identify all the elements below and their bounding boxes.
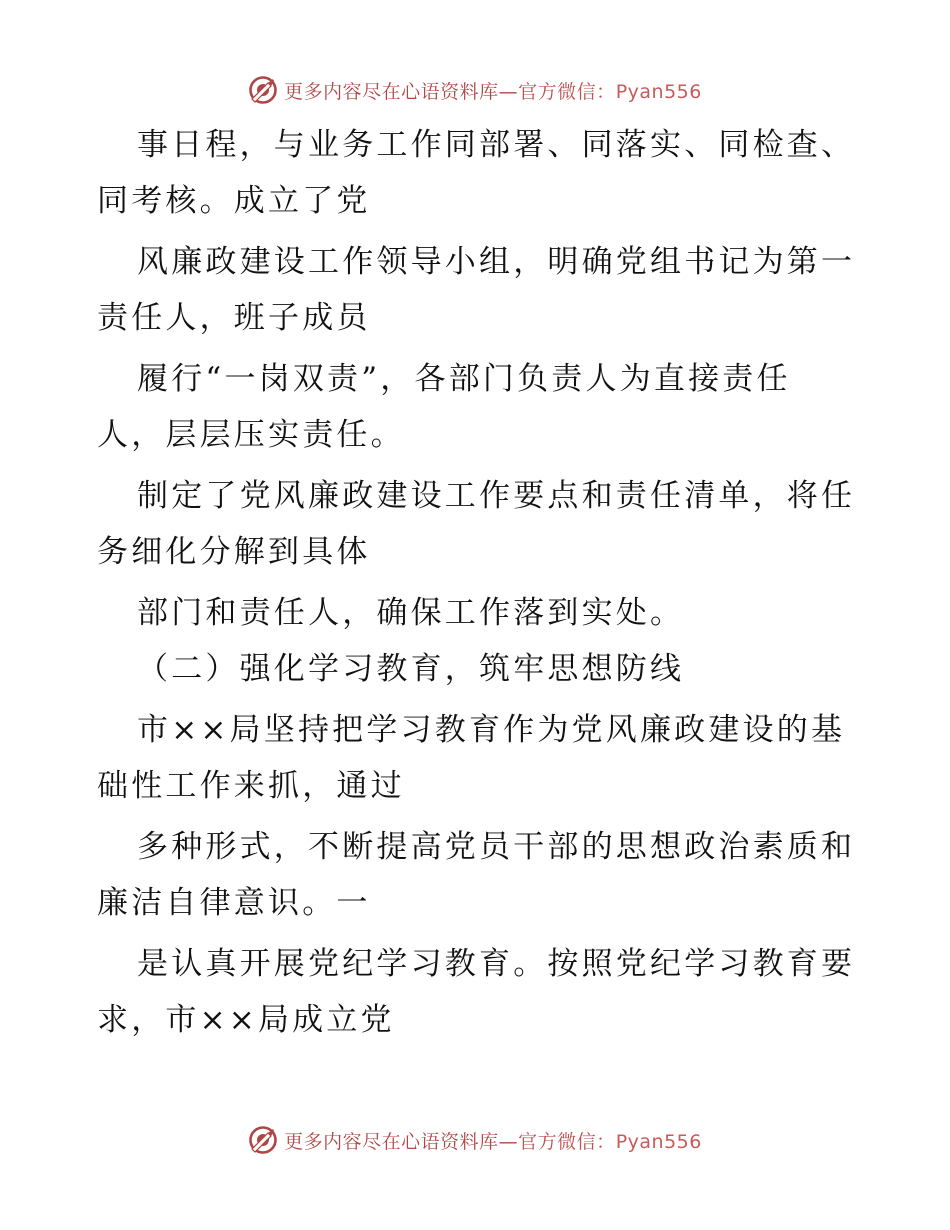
text-line: 履行“一岗双责”，各部门负责人为直接责任 — [137, 361, 791, 397]
watermark-separator: — — [498, 80, 519, 103]
text-line: 市××局坚持把学习教育作为党风廉政建设的基 — [137, 712, 846, 748]
watermark-wechat-id: Pyan556 — [615, 1130, 702, 1153]
watermark-site-text: 更多内容尽在心语资料库 — [284, 1130, 499, 1153]
watermark-wechat-id: Pyan556 — [615, 80, 702, 103]
watermark-site-text: 更多内容尽在心语资料库 — [284, 80, 499, 103]
text-line: 础性工作来抓，通过 — [97, 768, 405, 804]
text-line: 风廉政建设工作领导小组，明确党组书记为第一 — [137, 244, 856, 280]
text-line: 务细化分解到具体 — [97, 534, 371, 570]
text-line: 制定了党风廉政建设工作要点和责任清单，将任 — [137, 478, 856, 514]
watermark-separator: — — [498, 1130, 519, 1153]
text-line: 是认真开展党纪学习教育。按照党纪学习教育要 — [137, 946, 856, 982]
text-line: 部门和责任人，确保工作落到实处。 — [137, 595, 685, 631]
text-line: 同考核。成立了党 — [97, 183, 371, 219]
text-line: 廉洁自律意识。一 — [97, 885, 371, 921]
seal-logo-icon — [248, 1125, 278, 1155]
header-watermark — [0, 70, 950, 110]
text-line: 多种形式，不断提高党员干部的思想政治素质和 — [137, 829, 856, 865]
text-line: 求，市××局成立党 — [97, 1002, 395, 1038]
watermark-text — [284, 77, 702, 104]
watermark-wechat-label: 官方微信： — [518, 1130, 616, 1153]
footer-watermark — [0, 1120, 950, 1160]
watermark-wechat-label: 官方微信： — [518, 80, 616, 103]
seal-logo-icon — [248, 75, 278, 105]
text-line: 责任人，班子成员 — [97, 300, 371, 336]
watermark-text — [284, 1127, 702, 1154]
text-line: 人，层层压实责任。 — [97, 417, 405, 453]
text-line: 事日程，与业务工作同部署、同落实、同检查、 — [137, 127, 856, 163]
text-line: （二）强化学习教育，筑牢思想防线 — [137, 651, 685, 687]
